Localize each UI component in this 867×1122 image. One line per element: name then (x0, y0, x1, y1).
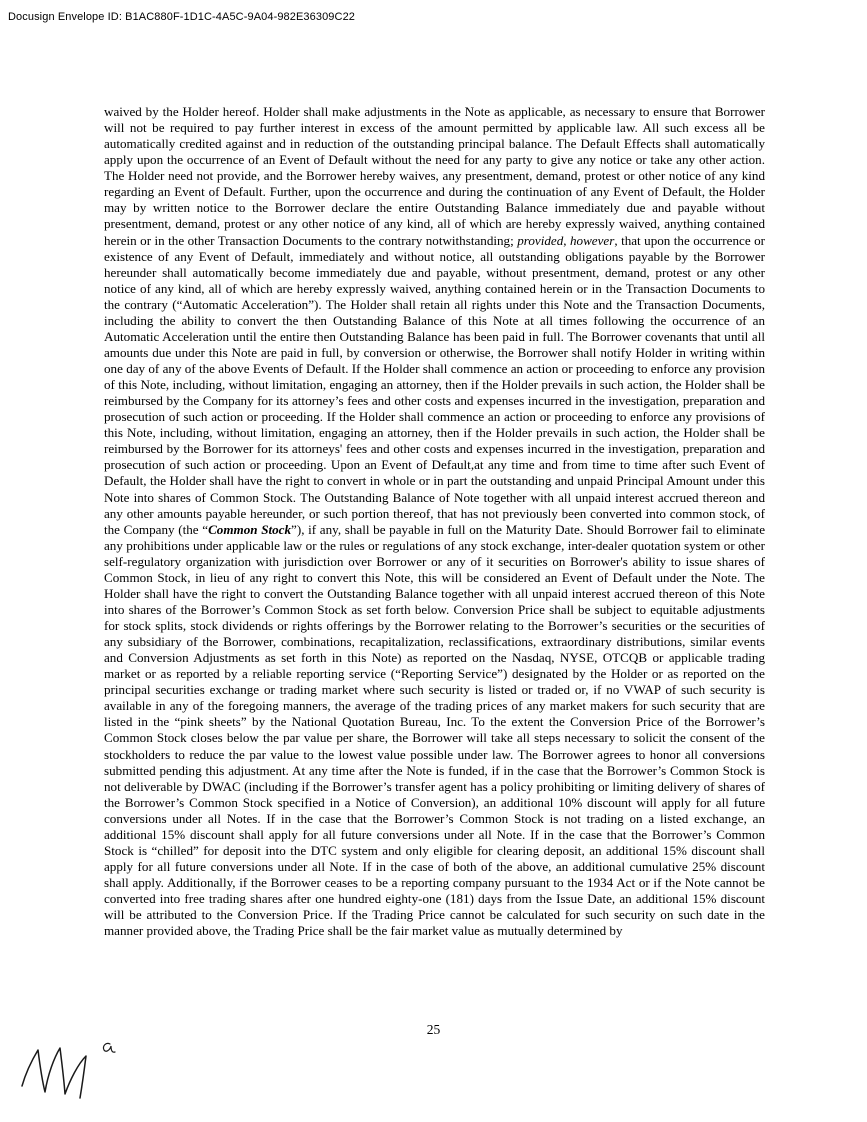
body-text-segment: , that upon the occurrence or existence of any Event of Default, immediately and without notice, all outstanding obligations payable by the Borrower hereunder shall automatically become immediately due and payable, without presentment, demand, protest or any other notice of any kind, all of which are hereby expressly waived, anything contained herein or in the Transaction Documents to the contrary (“Automatic Acceleration”). The Holder shall retain all rights under this Note and the Transaction Documents, including the ability to convert the then Outstanding Balance of this Note at all times following the occurrence of an Automatic Acceleration until the entire then Outstanding Balance has been paid in full. The Borrower covenants that until all amounts due under this Note are paid in full, by conversion or otherwise, the Borrower shall notify Holder in writing within one day of any of the above Events of Default. If the Holder shall commence an action or proceeding to enforce any provision of this Note, including, without limitation, engaging an attorney, then if the Holder prevails in such action, the Holder shall be reimbursed by the Company for its attorney’s fees and other costs and expenses incurred in the investigation, preparation and prosecution of such action or proceeding. If the Holder shall commence an action or proceeding to enforce any provisions of this Note, including, without limitation, engaging an attorney, then if the Holder prevails in such action, the Holder shall be reimbursed by the Borrower for its attorneys' fees and other costs and expenses incurred in the investigation, preparation and prosecution of such action or proceeding. Upon an Event of Default,at any time and from time to time after such Event of Default, the Holder shall have the right to convert in whole or in part the outstanding and unpaid Principal Amount under this Note into shares of Common Stock. The Outstanding Balance of Note together with all unpaid interest accrued thereon and any other amounts payable hereunder, or such portion thereof, that has not previously been converted into common stock, of the Company (the “ (104, 232, 765, 537)
docusign-envelope-id: Docusign Envelope ID: B1AC880F-1D1C-4A5C-9A04-982E36309C22 (8, 11, 355, 23)
page-number: 25 (426, 1022, 441, 1037)
body-paragraph (104, 104, 765, 939)
document-body (104, 104, 765, 939)
handwritten-initials-signature (18, 1036, 128, 1102)
body-text-segment: ”), if any, shall be payable in full on the Maturity Date. Should Borrower fail to eliminate any prohibitions under applicable law or the rules or regulations of any stock exchange, inter-dealer quotation system or other self-regulatory organization with jurisdiction over Borrower or any of it securities on Borrower's ability to issue shares of Common Stock, in lieu of any right to convert this Note, this will be considered an Event of Default under the Note. The Holder shall have the right to convert the Outstanding Balance together with all unpaid interest accrued thereon of this Note into shares of the Borrower’s Common Stock as set forth below. Conversion Price shall be subject to equitable adjustments for stock splits, stock dividends or rights offerings by the Borrower relating to the Borrower’s securities or the securities of any subsidiary of the Borrower, combinations, recapitalization, reclassifications, extraordinary distributions, similar events and Conversion Adjustments as set forth in this Note) as reported on the Nasdaq, NYSE, OTCQB or applicable trading market or as reported by a reliable reporting service (“Reporting Service”) designated by the Holder or as reported on the principal securities exchange or trading market where such security is listed or traded or, if no VWAP of such security is available in any of the foregoing manners, the average of the trading prices of any market makers for such security that are listed in the “pink sheets” by the National Quotation Bureau, Inc. To the extent the Conversion Price of the Borrower’s Common Stock closes below the par value per share, the Borrower will take all steps necessary to solicit the consent of the stockholders to reduce the par value to the lowest value possible under law. The Borrower agrees to honor all conversions submitted pending this adjustment. At any time after the Note is funded, if in the case that the Borrower’s Common Stock is not deliverable by DWAC (including if the Borrower’s transfer agent has a policy prohibiting or limiting delivery of shares of the Borrower’s Common Stock specified in a Notice of Conversion), an additional 10% discount will apply for all future conversions under all Notes. If in the case that the Borrower’s Common Stock is not trading on a listed exchange, an additional 15% discount shall apply for all future conversions under all Note. If in the case that the Borrower’s Common Stock is “chilled” for deposit into the DTC system and only eligible for clearing deposit, an additional 15% discount shall apply for all future conversions under all Note. If in the case of both of the above, an additional cumulative 25% discount shall apply. Additionally, if the Borrower ceases to be a reporting company pursuant to the 1934 Act or if the Note cannot be converted into free trading shares after one hundred eighty-one (181) days from the Issue Date, an additional 15% discount will be attributed to the Conversion Price. If the Trading Price cannot be calculated for such security on such date in the manner provided above, the Trading Price shall be the fair market value as mutually determined by (104, 521, 766, 939)
however-italic: however (569, 232, 615, 248)
common-stock-defined-term: Common Stock (208, 521, 292, 537)
provided-italic: provided (517, 232, 564, 248)
body-text-segment: , (563, 232, 570, 248)
body-text-segment: waived by the Holder hereof. Holder shall make adjustments in the Note as applicable, as necessary to ensure that Borrower will not be required to pay further interest in excess of the amount permitted by applicable law. All such excess all be automatically credited against and in reduction of the outstanding principal balance. The Default Effects shall automatically apply upon the occurrence of an Event of Default without the need for any party to give any notice or take any other action. The Holder need not provide, and the Borrower hereby waives, any presentment, demand, protest or other notice of any kind regarding an Event of Default. Further, upon the occurrence and during the continuation of any Event of Default, the Holder may by written notice to the Borrower declare the entire Outstanding Balance immediately due and payable without presentment, demand, protest or any other notice of any kind, all of which are hereby expressly waived, anything contained herein or in the other Transaction Documents to the contrary notwithstanding; (104, 104, 765, 248)
